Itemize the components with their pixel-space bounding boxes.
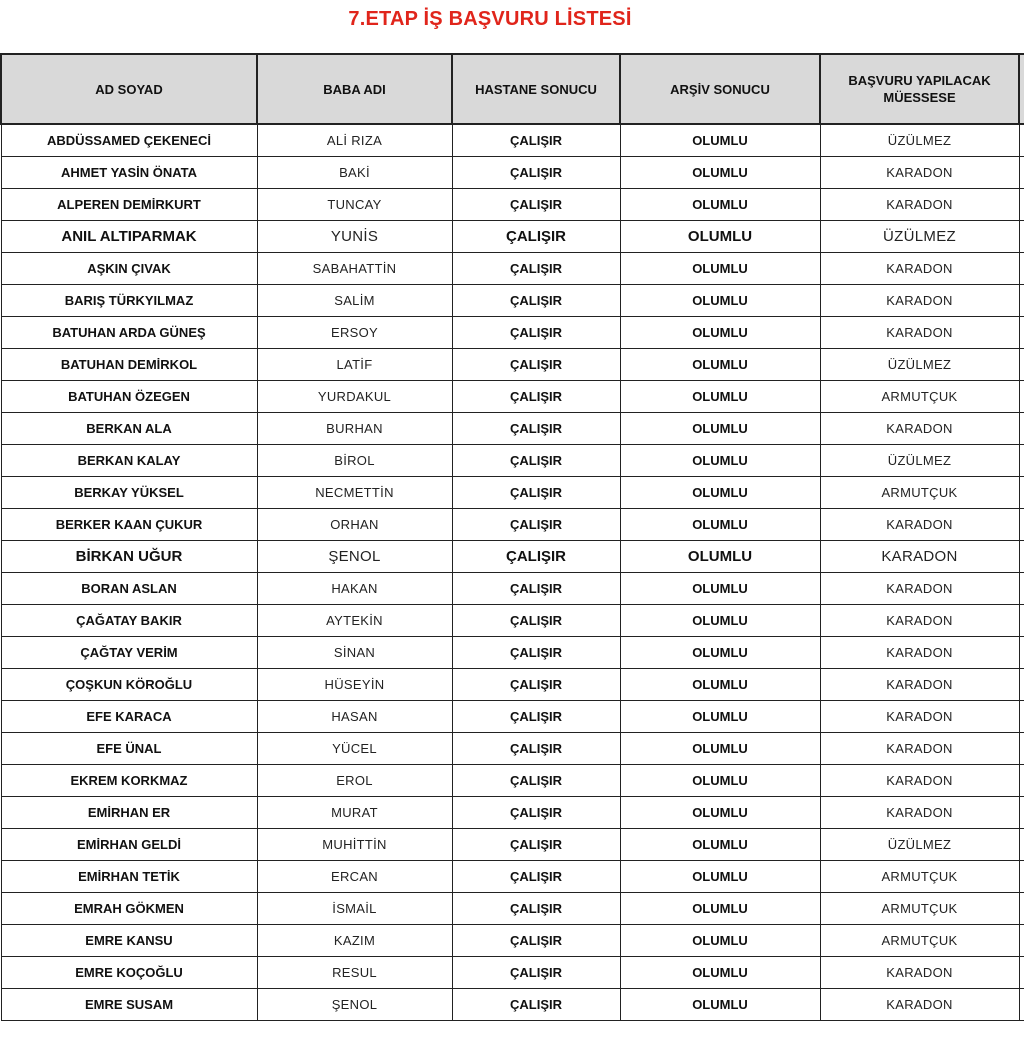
cell-hospital: ÇALIŞIR — [452, 957, 620, 989]
cell-father: ORHAN — [257, 509, 452, 541]
cell-name: ALPEREN DEMİRKURT — [1, 189, 257, 221]
cell-extra — [1019, 221, 1024, 253]
cell-archive: OLUMLU — [620, 477, 820, 509]
cell-institution: KARADON — [820, 189, 1019, 221]
cell-extra — [1019, 189, 1024, 221]
cell-name: EMRE SUSAM — [1, 989, 257, 1021]
cell-father: HAKAN — [257, 573, 452, 605]
cell-institution: KARADON — [820, 285, 1019, 317]
cell-extra — [1019, 669, 1024, 701]
cell-hospital: ÇALIŞIR — [452, 477, 620, 509]
cell-archive: OLUMLU — [620, 124, 820, 157]
cell-father: EROL — [257, 765, 452, 797]
cell-institution: KARADON — [820, 605, 1019, 637]
cell-institution: ÜZÜLMEZ — [820, 829, 1019, 861]
cell-extra — [1019, 124, 1024, 157]
cell-institution: ÜZÜLMEZ — [820, 124, 1019, 157]
cell-extra — [1019, 381, 1024, 413]
cell-name: BORAN ASLAN — [1, 573, 257, 605]
column-header-archive: ARŞİV SONUCU — [620, 54, 820, 124]
cell-hospital: ÇALIŞIR — [452, 285, 620, 317]
table-row — [1, 957, 1024, 989]
cell-extra — [1019, 413, 1024, 445]
table-row — [1, 637, 1024, 669]
cell-father: YUNİS — [257, 221, 452, 253]
cell-archive: OLUMLU — [620, 797, 820, 829]
table-row — [1, 445, 1024, 477]
cell-hospital: ÇALIŞIR — [452, 253, 620, 285]
cell-hospital: ÇALIŞIR — [452, 637, 620, 669]
cell-extra — [1019, 637, 1024, 669]
table-row — [1, 765, 1024, 797]
cell-institution: ÜZÜLMEZ — [820, 445, 1019, 477]
cell-extra — [1019, 605, 1024, 637]
cell-name: EMRE KOÇOĞLU — [1, 957, 257, 989]
table-row — [1, 829, 1024, 861]
cell-institution: KARADON — [820, 957, 1019, 989]
cell-institution: KARADON — [820, 797, 1019, 829]
cell-archive: OLUMLU — [620, 413, 820, 445]
cell-archive: OLUMLU — [620, 605, 820, 637]
cell-name: ABDÜSSAMED ÇEKENECİ — [1, 124, 257, 157]
cell-institution: ARMUTÇUK — [820, 893, 1019, 925]
cell-father: SALİM — [257, 285, 452, 317]
cell-hospital: ÇALIŞIR — [452, 413, 620, 445]
table-row — [1, 733, 1024, 765]
table-row — [1, 861, 1024, 893]
cell-institution: KARADON — [820, 317, 1019, 349]
table-row — [1, 349, 1024, 381]
page-title: 7.ETAP İŞ BAŞVURU LİSTESİ — [348, 8, 632, 30]
table-row — [1, 413, 1024, 445]
cell-archive: OLUMLU — [620, 189, 820, 221]
cell-extra — [1019, 253, 1024, 285]
cell-institution: KARADON — [820, 733, 1019, 765]
cell-hospital: ÇALIŞIR — [452, 829, 620, 861]
cell-father: HÜSEYİN — [257, 669, 452, 701]
cell-archive: OLUMLU — [620, 989, 820, 1021]
cell-hospital: ÇALIŞIR — [452, 541, 620, 573]
table-row — [1, 893, 1024, 925]
cell-hospital: ÇALIŞIR — [452, 701, 620, 733]
cell-father: İSMAİL — [257, 893, 452, 925]
cell-father: MURAT — [257, 797, 452, 829]
table-row — [1, 221, 1024, 253]
cell-father: RESUL — [257, 957, 452, 989]
cell-father: ALİ RIZA — [257, 124, 452, 157]
table-row — [1, 317, 1024, 349]
table-row — [1, 605, 1024, 637]
cell-name: EMRAH GÖKMEN — [1, 893, 257, 925]
cell-extra — [1019, 317, 1024, 349]
cell-name: BERKAN ALA — [1, 413, 257, 445]
cell-hospital: ÇALIŞIR — [452, 349, 620, 381]
cell-father: YURDAKUL — [257, 381, 452, 413]
table-row — [1, 477, 1024, 509]
cell-archive: OLUMLU — [620, 957, 820, 989]
cell-institution: KARADON — [820, 765, 1019, 797]
cell-hospital: ÇALIŞIR — [452, 669, 620, 701]
column-header-extra — [1019, 54, 1024, 124]
cell-father: SABAHATTİN — [257, 253, 452, 285]
cell-father: BAKİ — [257, 157, 452, 189]
cell-archive: OLUMLU — [620, 733, 820, 765]
cell-hospital: ÇALIŞIR — [452, 381, 620, 413]
table-header — [1, 54, 1024, 124]
cell-archive: OLUMLU — [620, 509, 820, 541]
table-body — [1, 124, 1024, 1021]
cell-hospital: ÇALIŞIR — [452, 765, 620, 797]
table-row — [1, 124, 1024, 157]
cell-institution: KARADON — [820, 157, 1019, 189]
cell-extra — [1019, 573, 1024, 605]
table-row — [1, 189, 1024, 221]
cell-extra — [1019, 285, 1024, 317]
cell-archive: OLUMLU — [620, 285, 820, 317]
cell-institution: ÜZÜLMEZ — [820, 221, 1019, 253]
cell-institution: KARADON — [820, 541, 1019, 573]
table-row — [1, 925, 1024, 957]
table-row — [1, 285, 1024, 317]
cell-name: BERKAY YÜKSEL — [1, 477, 257, 509]
cell-name: BATUHAN ÖZEGEN — [1, 381, 257, 413]
cell-name: EMRE KANSU — [1, 925, 257, 957]
cell-father: LATİF — [257, 349, 452, 381]
cell-name: BERKER KAAN ÇUKUR — [1, 509, 257, 541]
cell-name: ÇOŞKUN KÖROĞLU — [1, 669, 257, 701]
cell-hospital: ÇALIŞIR — [452, 189, 620, 221]
cell-extra — [1019, 477, 1024, 509]
cell-hospital: ÇALIŞIR — [452, 797, 620, 829]
table-row — [1, 573, 1024, 605]
cell-extra — [1019, 541, 1024, 573]
cell-archive: OLUMLU — [620, 701, 820, 733]
cell-archive: OLUMLU — [620, 317, 820, 349]
cell-hospital: ÇALIŞIR — [452, 445, 620, 477]
table-row — [1, 701, 1024, 733]
cell-archive: OLUMLU — [620, 381, 820, 413]
cell-extra — [1019, 861, 1024, 893]
cell-father: NECMETTİN — [257, 477, 452, 509]
cell-archive: OLUMLU — [620, 349, 820, 381]
cell-name: EKREM KORKMAZ — [1, 765, 257, 797]
cell-name: ANIL ALTIPARMAK — [1, 221, 257, 253]
cell-hospital: ÇALIŞIR — [452, 509, 620, 541]
cell-name: BATUHAN ARDA GÜNEŞ — [1, 317, 257, 349]
cell-hospital: ÇALIŞIR — [452, 893, 620, 925]
cell-name: ÇAĞATAY BAKIR — [1, 605, 257, 637]
cell-hospital: ÇALIŞIR — [452, 989, 620, 1021]
cell-archive: OLUMLU — [620, 253, 820, 285]
cell-archive: OLUMLU — [620, 861, 820, 893]
cell-name: EFE KARACA — [1, 701, 257, 733]
cell-father: ERSOY — [257, 317, 452, 349]
cell-name: EMİRHAN TETİK — [1, 861, 257, 893]
cell-institution: KARADON — [820, 637, 1019, 669]
header-row — [1, 54, 1024, 124]
cell-father: YÜCEL — [257, 733, 452, 765]
cell-hospital: ÇALIŞIR — [452, 317, 620, 349]
cell-institution: ARMUTÇUK — [820, 477, 1019, 509]
cell-extra — [1019, 797, 1024, 829]
cell-archive: OLUMLU — [620, 829, 820, 861]
cell-name: EMİRHAN GELDİ — [1, 829, 257, 861]
cell-archive: OLUMLU — [620, 221, 820, 253]
cell-name: AHMET YASİN ÖNATA — [1, 157, 257, 189]
cell-archive: OLUMLU — [620, 893, 820, 925]
cell-name: AŞKIN ÇIVAK — [1, 253, 257, 285]
cell-father: BURHAN — [257, 413, 452, 445]
applicant-table — [0, 53, 1024, 1021]
cell-hospital: ÇALIŞIR — [452, 124, 620, 157]
cell-extra — [1019, 957, 1024, 989]
cell-extra — [1019, 349, 1024, 381]
cell-archive: OLUMLU — [620, 669, 820, 701]
cell-archive: OLUMLU — [620, 541, 820, 573]
table-row — [1, 157, 1024, 189]
cell-hospital: ÇALIŞIR — [452, 925, 620, 957]
cell-hospital: ÇALIŞIR — [452, 221, 620, 253]
table-row — [1, 669, 1024, 701]
cell-name: BARIŞ TÜRKYILMAZ — [1, 285, 257, 317]
cell-hospital: ÇALIŞIR — [452, 733, 620, 765]
cell-archive: OLUMLU — [620, 925, 820, 957]
table-row — [1, 509, 1024, 541]
cell-father: ŞENOL — [257, 541, 452, 573]
cell-name: EMİRHAN ER — [1, 797, 257, 829]
cell-father: ŞENOL — [257, 989, 452, 1021]
cell-extra — [1019, 765, 1024, 797]
table-row — [1, 253, 1024, 285]
table-row — [1, 541, 1024, 573]
column-header-father: BABA ADI — [257, 54, 452, 124]
cell-archive: OLUMLU — [620, 637, 820, 669]
cell-institution: KARADON — [820, 253, 1019, 285]
cell-hospital: ÇALIŞIR — [452, 605, 620, 637]
cell-name: EFE ÜNAL — [1, 733, 257, 765]
cell-father: ERCAN — [257, 861, 452, 893]
table-row — [1, 989, 1024, 1021]
cell-institution: KARADON — [820, 701, 1019, 733]
cell-father: HASAN — [257, 701, 452, 733]
cell-extra — [1019, 733, 1024, 765]
cell-extra — [1019, 989, 1024, 1021]
cell-institution: KARADON — [820, 989, 1019, 1021]
cell-hospital: ÇALIŞIR — [452, 861, 620, 893]
cell-extra — [1019, 893, 1024, 925]
cell-name: BERKAN KALAY — [1, 445, 257, 477]
cell-archive: OLUMLU — [620, 765, 820, 797]
cell-institution: KARADON — [820, 413, 1019, 445]
cell-archive: OLUMLU — [620, 573, 820, 605]
cell-extra — [1019, 925, 1024, 957]
cell-extra — [1019, 445, 1024, 477]
cell-institution: ARMUTÇUK — [820, 925, 1019, 957]
cell-father: AYTEKİN — [257, 605, 452, 637]
cell-institution: KARADON — [820, 509, 1019, 541]
cell-father: TUNCAY — [257, 189, 452, 221]
cell-institution: ARMUTÇUK — [820, 861, 1019, 893]
cell-extra — [1019, 829, 1024, 861]
column-header-name: AD SOYAD — [1, 54, 257, 124]
cell-father: SİNAN — [257, 637, 452, 669]
cell-institution: KARADON — [820, 573, 1019, 605]
table-row — [1, 381, 1024, 413]
cell-name: BİRKAN UĞUR — [1, 541, 257, 573]
cell-institution: KARADON — [820, 669, 1019, 701]
cell-hospital: ÇALIŞIR — [452, 573, 620, 605]
cell-institution: ÜZÜLMEZ — [820, 349, 1019, 381]
cell-archive: OLUMLU — [620, 157, 820, 189]
cell-hospital: ÇALIŞIR — [452, 157, 620, 189]
cell-extra — [1019, 509, 1024, 541]
cell-father: MUHİTTİN — [257, 829, 452, 861]
cell-name: BATUHAN DEMİRKOL — [1, 349, 257, 381]
column-header-hospital: HASTANE SONUCU — [452, 54, 620, 124]
cell-archive: OLUMLU — [620, 445, 820, 477]
cell-institution: ARMUTÇUK — [820, 381, 1019, 413]
cell-name: ÇAĞTAY VERİM — [1, 637, 257, 669]
cell-extra — [1019, 701, 1024, 733]
cell-father: BİROL — [257, 445, 452, 477]
cell-extra — [1019, 157, 1024, 189]
table-row — [1, 797, 1024, 829]
cell-father: KAZIM — [257, 925, 452, 957]
column-header-institution: BAŞVURU YAPILACAK MÜESSESE — [820, 54, 1019, 124]
